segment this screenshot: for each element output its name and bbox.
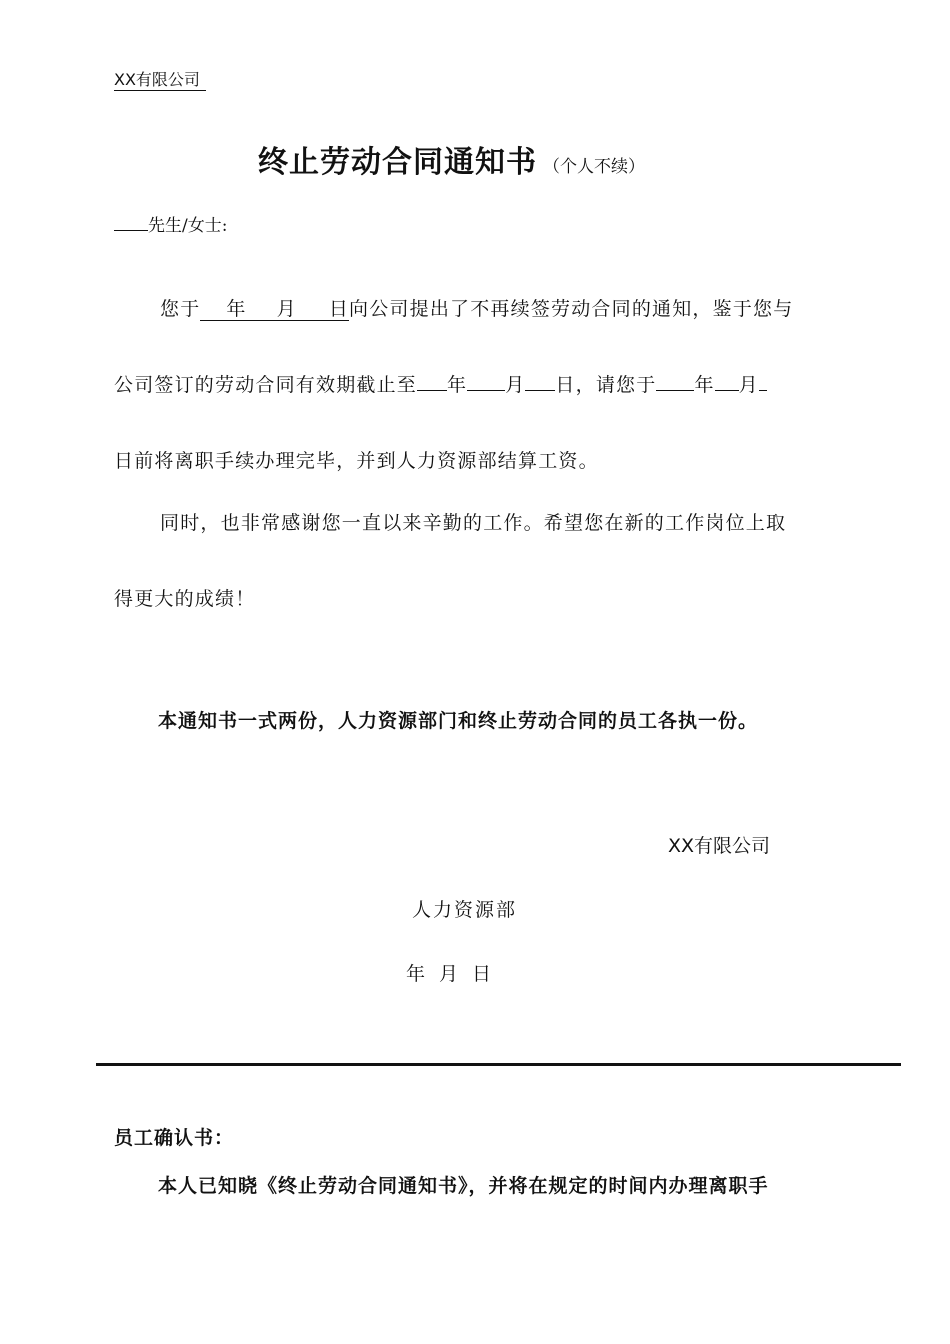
- year-label: 年: [406, 963, 426, 985]
- blank: [759, 371, 767, 391]
- blank: [467, 371, 505, 391]
- body-line-3: 日前将离职手续办理完毕，并到人力资源部结算工资。: [114, 450, 599, 472]
- body-line-1: [160, 295, 793, 323]
- blank: [715, 371, 739, 391]
- signature-company: XX有限公司: [668, 835, 771, 857]
- year-label: 年: [447, 374, 468, 396]
- year-label: 年: [226, 298, 247, 320]
- title-subtitle: （个人不续）: [543, 157, 645, 177]
- salutation: [114, 213, 227, 238]
- blank: [525, 371, 555, 391]
- body-line-5: 得更大的成绩！: [114, 588, 256, 610]
- title-main: 终止劳动合同通知书: [258, 145, 537, 180]
- company-header: XX有限公司: [114, 70, 206, 91]
- month-label: 月: [738, 374, 759, 396]
- section-divider: [96, 1063, 901, 1066]
- day-label: 日: [328, 298, 350, 320]
- body-text: 日，请您于: [555, 374, 657, 396]
- body-text: 向公司提出了不再续签劳动合同的通知，鉴于您与: [349, 298, 794, 320]
- body-line-4: 同时，也非常感谢您一直以来辛勤的工作。希望您在新的工作岗位上取: [160, 512, 787, 534]
- signature-date: [406, 960, 505, 988]
- blank: [417, 371, 447, 391]
- confirmation-body: 本人已知晓《终止劳动合同通知书》，并将在规定的时间内办理离职手: [158, 1175, 769, 1197]
- month-label: 月: [276, 298, 297, 320]
- blank: [656, 371, 694, 391]
- confirmation-heading: 员工确认书：: [114, 1127, 235, 1149]
- name-blank: [114, 213, 148, 231]
- month-label: 月: [439, 963, 459, 985]
- body-text: 公司签订的劳动合同有效期截止至: [114, 374, 418, 396]
- request-date-blank: [200, 298, 349, 321]
- body-text: 您于: [160, 298, 201, 320]
- year-label: 年: [694, 374, 715, 396]
- body-line-2: [114, 371, 767, 399]
- salutation-text: 先生/女士:: [148, 216, 228, 236]
- month-label: 月: [505, 374, 526, 396]
- page-title: [258, 140, 645, 190]
- signature-department: 人力资源部: [412, 899, 518, 921]
- copies-note: 本通知书一式两份，人力资源部门和终止劳动合同的员工各执一份。: [158, 710, 759, 732]
- day-label: 日: [472, 963, 492, 985]
